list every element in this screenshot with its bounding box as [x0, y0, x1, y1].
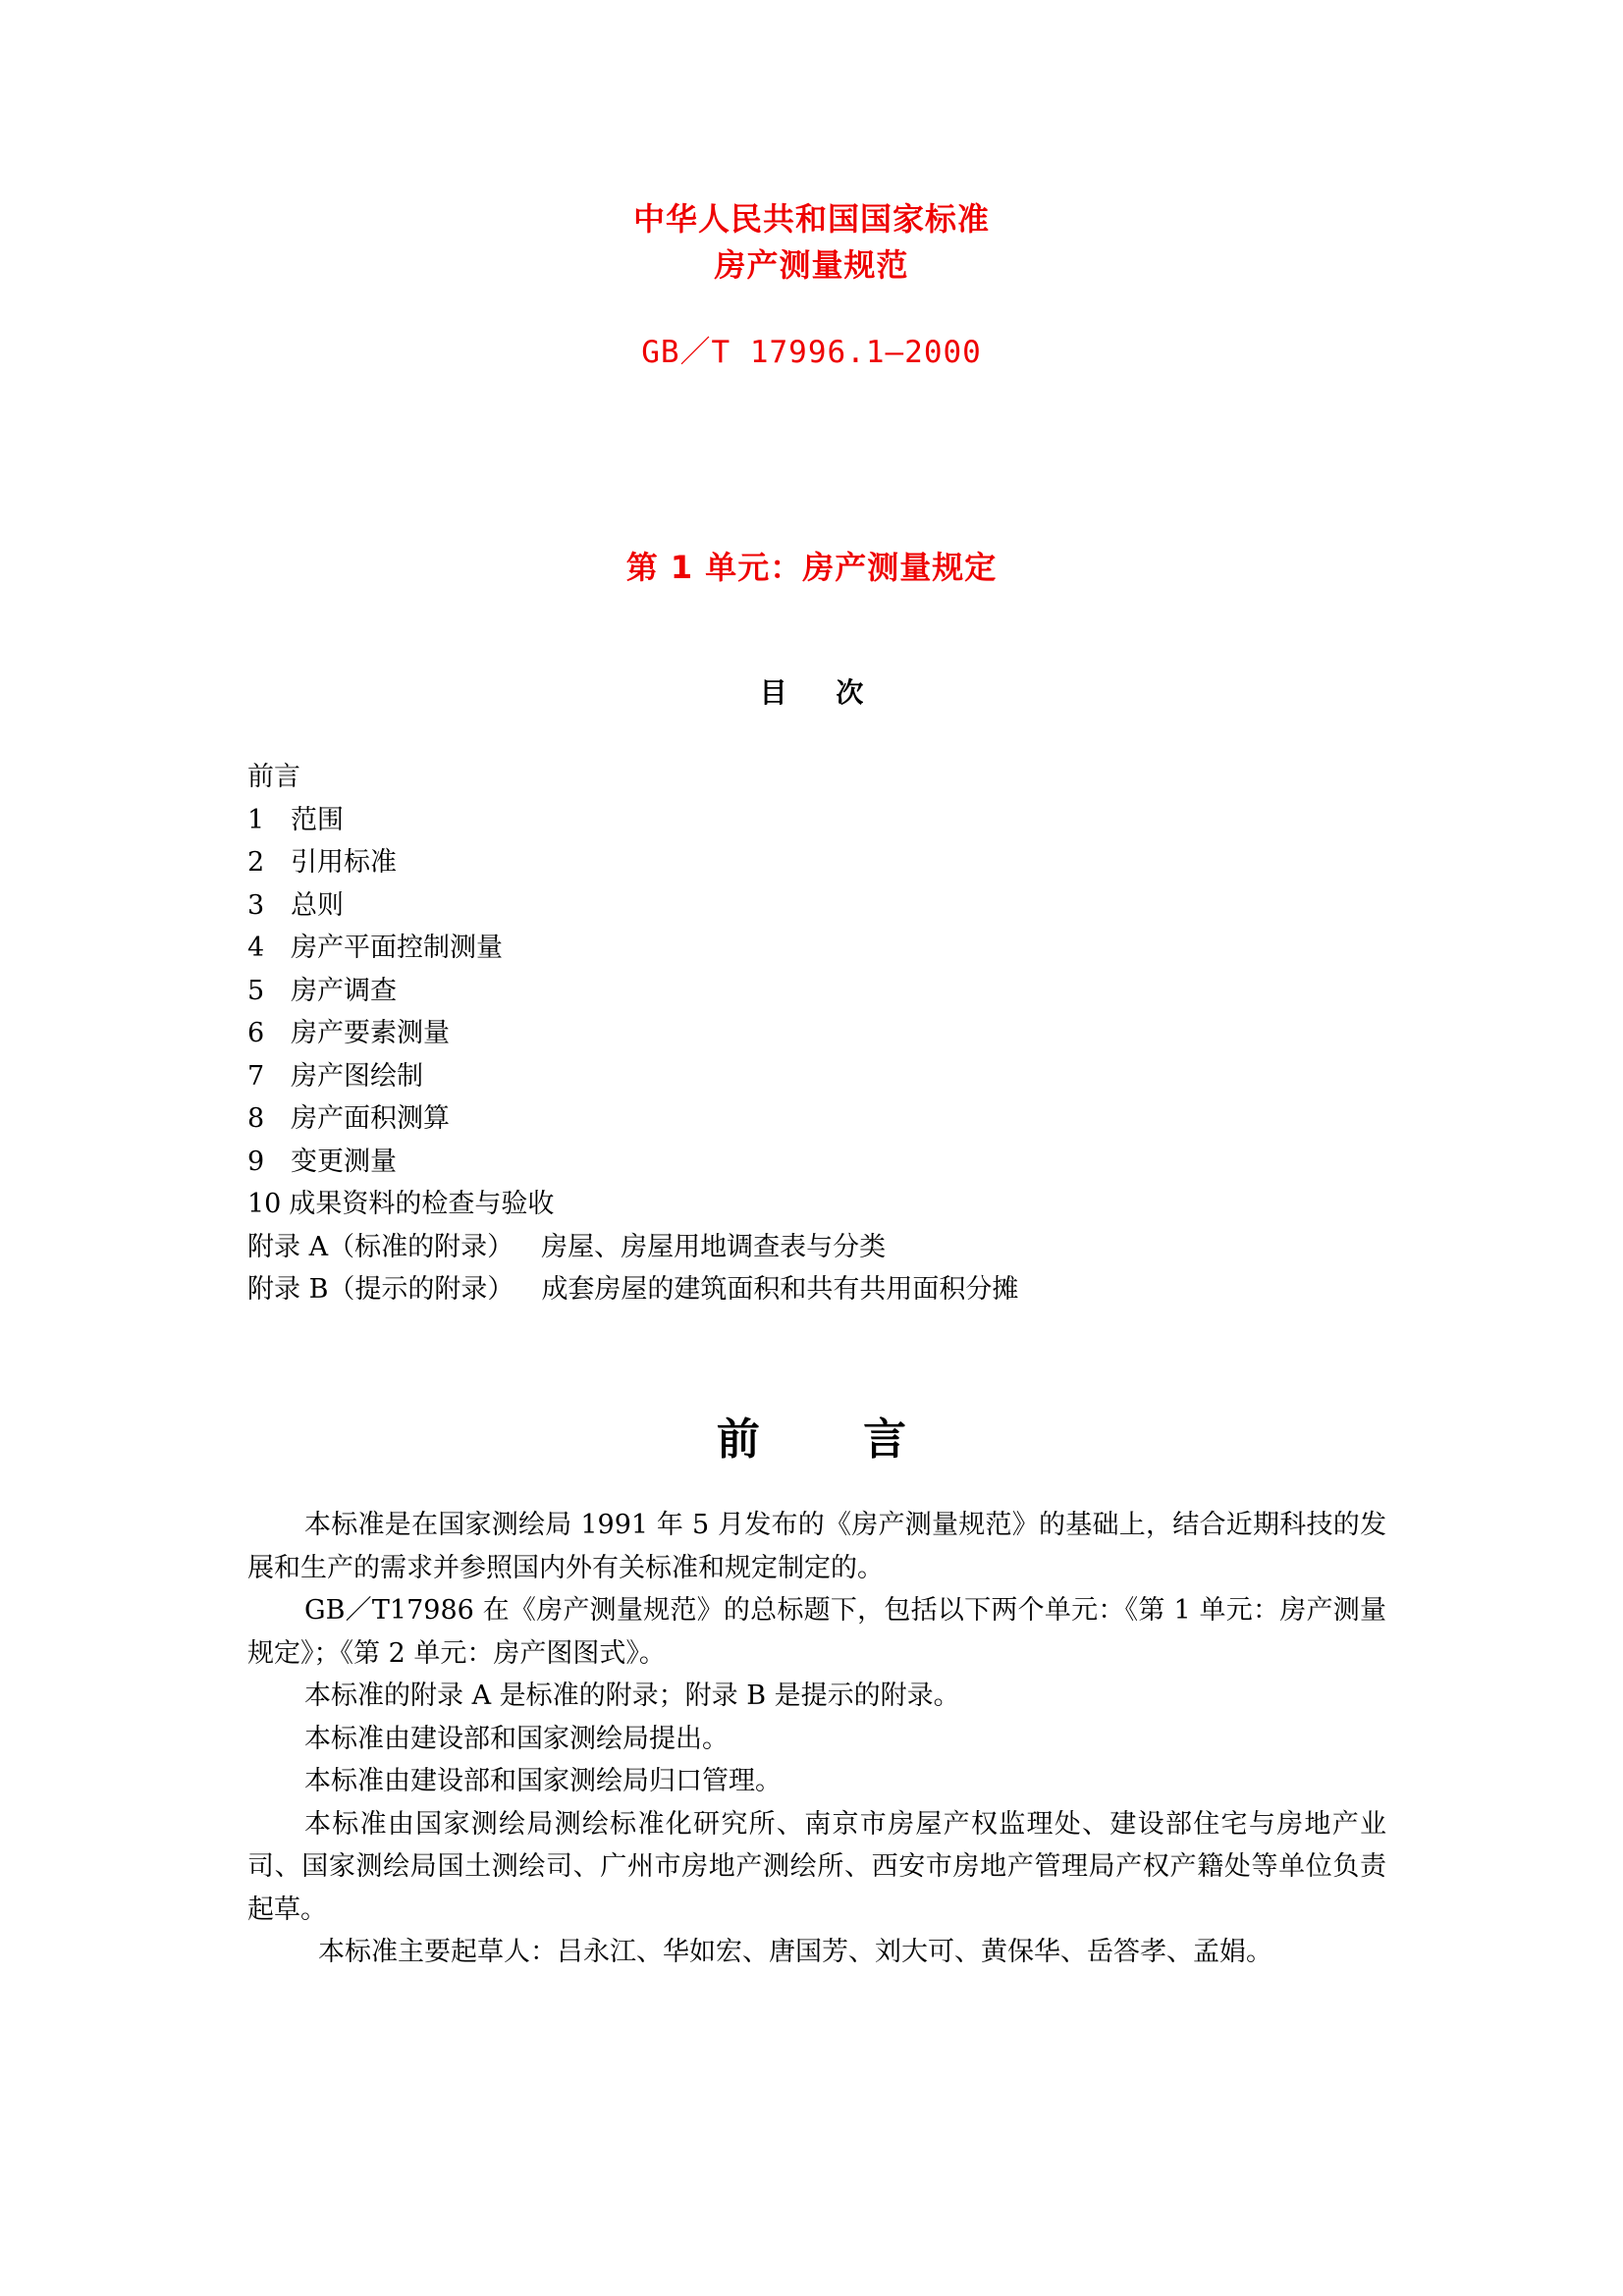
- toc-item-number: 5: [247, 975, 265, 1006]
- toc-appendix-tag: 附录 B（提示的附录）: [247, 1274, 514, 1305]
- toc-item-label: 成果资料的检查与验收: [289, 1189, 555, 1219]
- toc-appendix-label: 成套房屋的建筑面积和共有共用面积分摊: [541, 1274, 1019, 1305]
- toc-item-label: 房产图绘制: [291, 1060, 423, 1092]
- foreword-body: [247, 1504, 1386, 1974]
- toc-item-label: 引用标准: [291, 847, 397, 878]
- toc-heading: 目 次: [759, 676, 864, 709]
- foreword-heading: 前 言: [716, 1415, 907, 1465]
- foreword-paragraph: 本标准由建设部和国家测绘局提出。: [304, 1723, 729, 1754]
- toc-appendix-tag: 附录 A（标准的附录）: [247, 1231, 514, 1262]
- toc-item-label: 范围: [291, 804, 344, 835]
- toc-item-number: 4: [247, 933, 265, 963]
- toc-item-number: 3: [247, 889, 265, 921]
- toc-item-3[interactable]: [247, 884, 1018, 928]
- toc-item-6[interactable]: [247, 1012, 1018, 1055]
- standard-subtitle: 房产测量规范: [714, 246, 909, 284]
- standard-title: 中华人民共和国国家标准: [632, 200, 990, 238]
- toc-item-foreword[interactable]: [247, 756, 1018, 799]
- table-of-contents: [247, 756, 1018, 1311]
- toc-item-number: 8: [247, 1103, 265, 1134]
- toc-item-label: 前言: [247, 762, 300, 792]
- foreword-paragraph: 本标准由国家测绘局测绘标准化研究所、南京市房屋产权监理处、建设部住宅与房地产业司、国家测绘局国土测绘司、广州市房地产测绘所、西安市房地产管理局产权产籍处等单位负责起草。: [247, 1808, 1386, 1925]
- toc-item-label: 房产要素测量: [291, 1018, 450, 1048]
- toc-item-label: 房产调查: [291, 975, 397, 1006]
- toc-item-number: 6: [247, 1018, 265, 1048]
- toc-appendix-b[interactable]: [247, 1268, 1018, 1311]
- toc-item-number: 2: [247, 847, 265, 878]
- standard-number: GB／T 17996.1—2000: [641, 335, 982, 370]
- toc-appendix-a[interactable]: [247, 1226, 1018, 1269]
- toc-item-label: 总则: [291, 889, 344, 921]
- foreword-paragraph: GB／T17986 在《房产测量规范》的总标题下，包括以下两个单元：《第 1 单元：房产测量规定》；《第 2 单元：房产图图式》。: [247, 1595, 1386, 1669]
- toc-item-number: 7: [247, 1060, 265, 1092]
- toc-item-label: 变更测量: [291, 1146, 397, 1177]
- foreword-paragraph: 本标准的附录 A 是标准的附录；附录 B 是提示的附录。: [304, 1681, 960, 1711]
- foreword-paragraph: 本标准是在国家测绘局 1991 年 5 月发布的《房产测量规范》的基础上，结合近期科技的发展和生产的需求并参照国内外有关标准和规定制定的。: [247, 1510, 1386, 1583]
- toc-appendix-label: 房屋、房屋用地调查表与分类: [541, 1231, 887, 1262]
- toc-item-4[interactable]: [247, 927, 1018, 970]
- toc-item-label: 房产平面控制测量: [291, 933, 503, 963]
- toc-item-5[interactable]: [247, 970, 1018, 1013]
- toc-item-number: 10: [247, 1189, 282, 1219]
- foreword-paragraph: 本标准由建设部和国家测绘局归口管理。: [304, 1766, 782, 1796]
- toc-item-2[interactable]: [247, 841, 1018, 884]
- toc-item-7[interactable]: [247, 1055, 1018, 1098]
- toc-item-1[interactable]: [247, 799, 1018, 842]
- toc-item-10[interactable]: [247, 1183, 1018, 1226]
- toc-item-8[interactable]: [247, 1097, 1018, 1141]
- foreword-paragraph: 本标准主要起草人：吕永江、华如宏、唐国芳、刘大可、黄保华、岳答孝、孟娟。: [318, 1937, 1272, 1967]
- unit-title: 第 1 单元：房产测量规定: [625, 549, 998, 586]
- toc-item-9[interactable]: [247, 1141, 1018, 1184]
- toc-item-label: 房产面积测算: [291, 1103, 450, 1134]
- toc-item-number: 1: [247, 804, 265, 835]
- toc-item-number: 9: [247, 1146, 265, 1177]
